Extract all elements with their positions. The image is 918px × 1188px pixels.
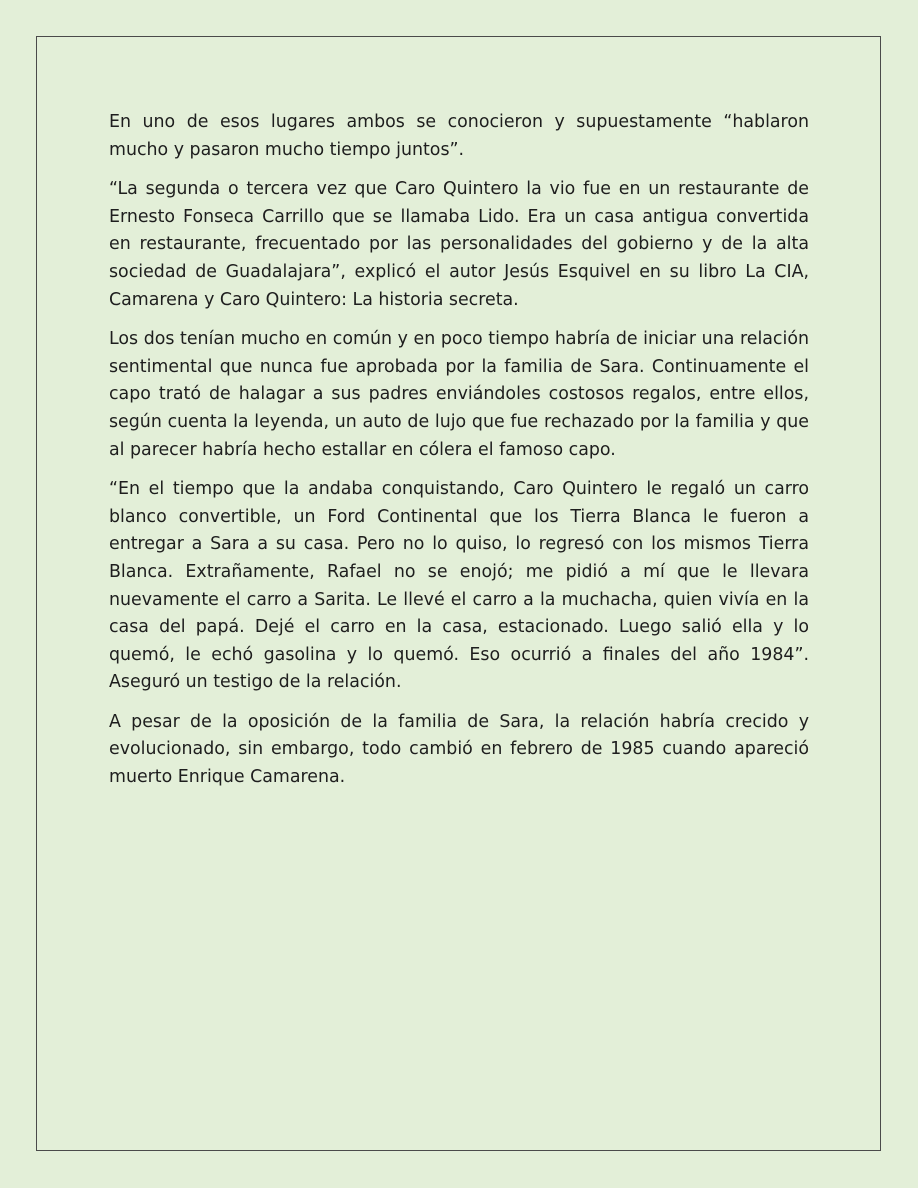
paragraph-3: Los dos tenían mucho en común y en poco tiempo habría de iniciar una relación sentimental que nunca fue aprobada por la familia de Sara. Continuamente el capo trató de halagar a sus padres enviándoles costosos regalos, entre ellos, según cuenta la leyenda, un auto de lujo que fue rechazado por la familia y que al parecer habría hecho estallar en cólera el famoso capo. — [109, 329, 809, 460]
paragraph-1: En uno de esos lugares ambos se conocieron y supuestamente “hablaron mucho y pasaron mucho tiempo juntos”. — [109, 112, 809, 160]
paragraph-2: “La segunda o tercera vez que Caro Quintero la vio fue en un restaurante de Ernesto Fonseca Carrillo que se llamaba Lido. Era un casa antigua convertida en restaurante, frecuentado por las personalidades del gobierno y de la alta sociedad de Guadalajara”, explicó el autor Jesús Esquivel en su libro La CIA, Camarena y Caro Quintero: La historia secreta. — [109, 179, 809, 310]
paragraph-4: “En el tiempo que la andaba conquistando, Caro Quintero le regaló un carro blanco convertible, un Ford Continental que los Tierra Blanca le fueron a entregar a Sara a su casa. Pero no lo quiso, lo regresó con los mismos Tierra Blanca. Extrañamente, Rafael no se enojó; me pidió a mí que le llevara nuevamente el carro a Sarita. Le llevé el carro a la muchacha, quien vivía en la casa del papá. Dejé el carro en la casa, estacionado. Luego salió ella y lo quemó, le echó gasolina y lo quemó. Eso ocurrió a finales del año 1984”. Aseguró un testigo de la relación. — [109, 479, 809, 693]
document-body — [109, 109, 809, 804]
paragraph-5: A pesar de la oposición de la familia de Sara, la relación habría crecido y evolucionado, sin embargo, todo cambió en febrero de 1985 cuando apareció muerto Enrique Camarena. — [109, 711, 809, 788]
